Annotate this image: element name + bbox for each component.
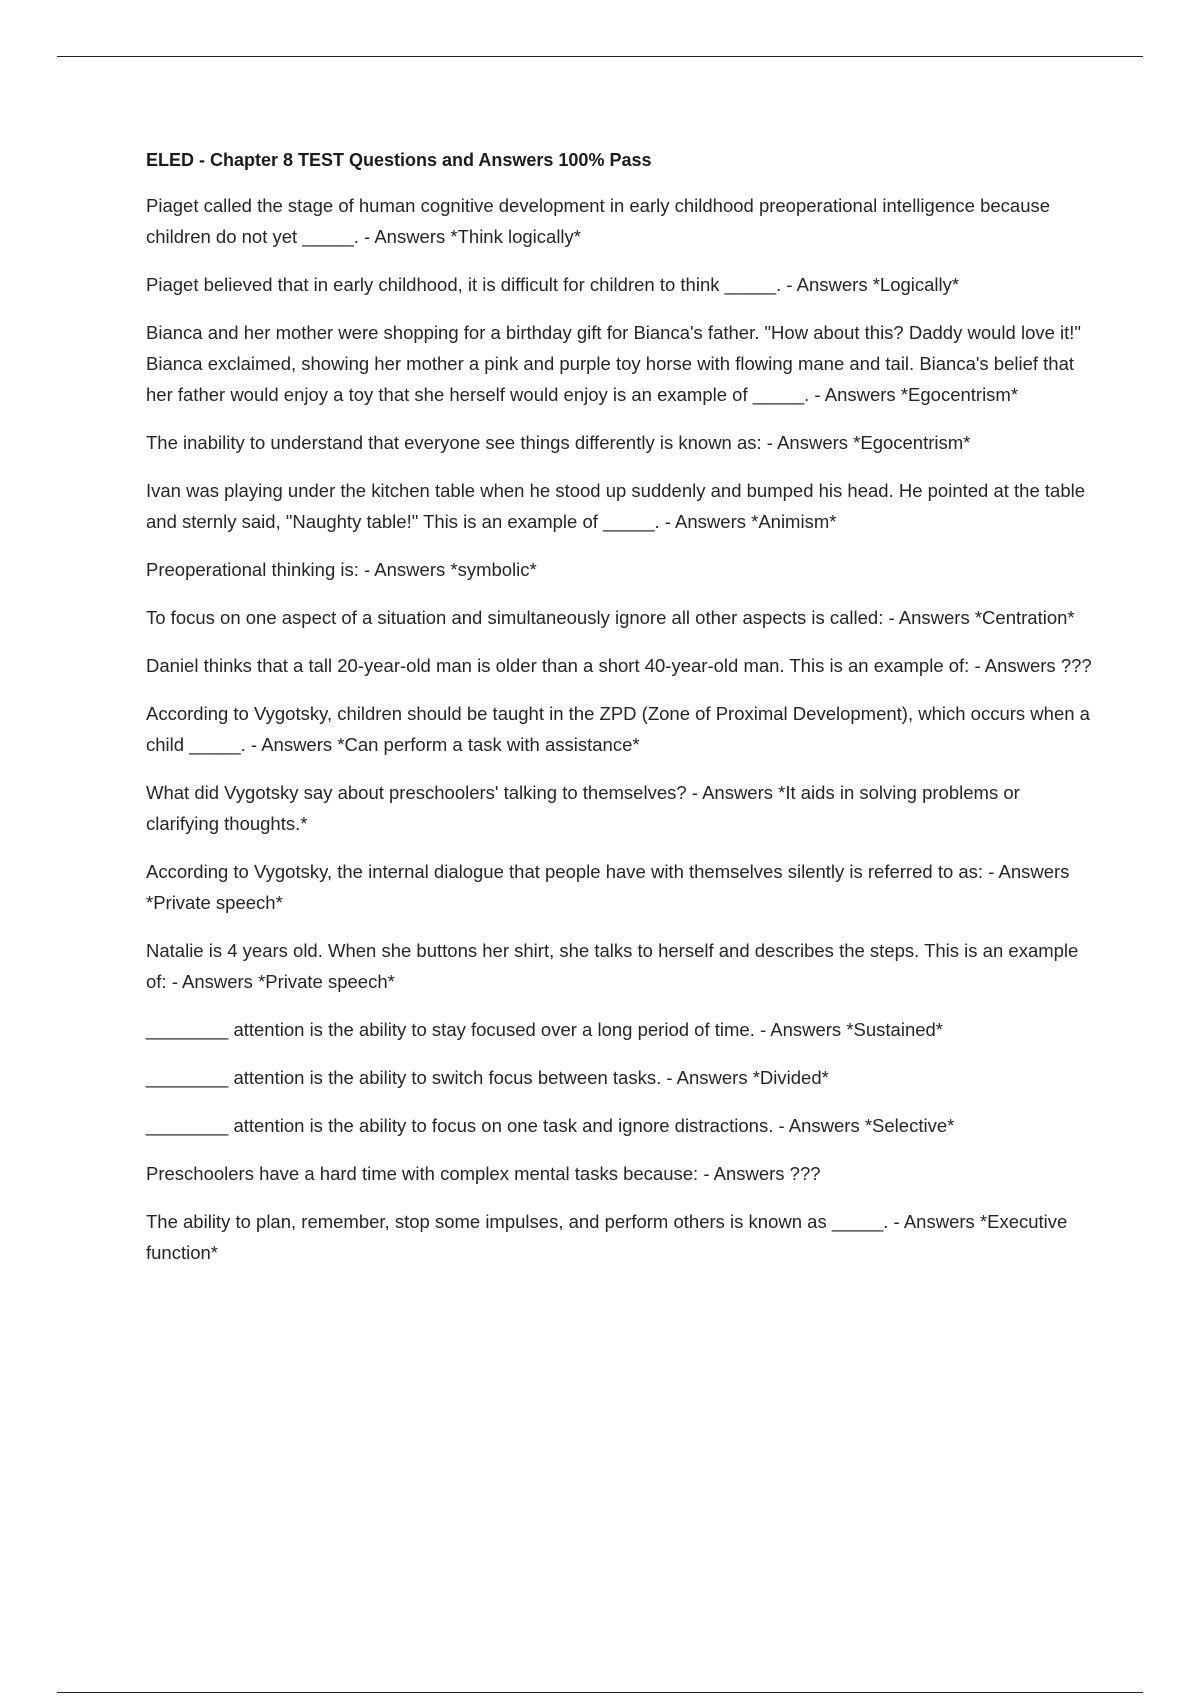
qa-item-5: Ivan was playing under the kitchen table when he stood up suddenly and bumped his head. He pointed at the table and sternly said, "Naughty table!" This is an example of _____. - Answers *Animism* [146, 480, 1086, 532]
qa-item-17: The ability to plan, remember, stop some impulses, and perform others is known as _____. - Answers *Executive function* [146, 1211, 1068, 1263]
qa-item-3: Bianca and her mother were shopping for a birthday gift for Bianca's father. "How about this? Daddy would love it!" Bianca exclaimed, showing her mother a pink and purple toy horse with flowing mane and tail. Bianca's belief that her father would enjoy a toy that she herself would enjoy is an example of _____. - Answers *Egocentrism* [146, 322, 1081, 405]
qa-item-14: ________ attention is the ability to switch focus between tasks. - Answers *Divided* [146, 1067, 829, 1088]
qa-item-9: According to Vygotsky, children should be taught in the ZPD (Zone of Proximal Development), which occurs when a child _____. - Answers *Can perform a task with assistance* [146, 703, 1090, 755]
qa-item-16: Preschoolers have a hard time with complex mental tasks because: - Answers ??? [146, 1163, 821, 1184]
qa-item-12: Natalie is 4 years old. When she buttons her shirt, she talks to herself and describes the steps. This is an example of: - Answers *Private speech* [146, 940, 1079, 992]
footer-rule [57, 1692, 1143, 1693]
document-body [146, 146, 1096, 1285]
qa-item-6: Preoperational thinking is: - Answers *symbolic* [146, 559, 537, 580]
qa-item-8: Daniel thinks that a tall 20-year-old man is older than a short 40-year-old man. This is an example of: - Answers ??? [146, 655, 1092, 676]
qa-item-11: According to Vygotsky, the internal dialogue that people have with themselves silently is referred to as: - Answers *Private speech* [146, 861, 1070, 913]
qa-item-1: Piaget called the stage of human cognitive development in early childhood preoperational intelligence because children do not yet _____. - Answers *Think logically* [146, 195, 1051, 247]
qa-item-10: What did Vygotsky say about preschoolers' talking to themselves? - Answers *It aids in solving problems or clarifying thoughts.* [146, 782, 1020, 834]
qa-item-15: ________ attention is the ability to focus on one task and ignore distractions. - Answers *Selective* [146, 1115, 955, 1136]
header-rule [57, 56, 1143, 57]
qa-item-4: The inability to understand that everyone see things differently is known as: - Answers *Egocentrism* [146, 432, 971, 453]
qa-item-7: To focus on one aspect of a situation and simultaneously ignore all other aspects is called: - Answers *Centration* [146, 607, 1075, 628]
document-title: ELED - Chapter 8 TEST Questions and Answers 100% Pass [146, 150, 652, 170]
qa-item-13: ________ attention is the ability to stay focused over a long period of time. - Answers *Sustained* [146, 1019, 944, 1040]
qa-item-2: Piaget believed that in early childhood, it is difficult for children to think _____. - Answers *Logically* [146, 274, 960, 295]
